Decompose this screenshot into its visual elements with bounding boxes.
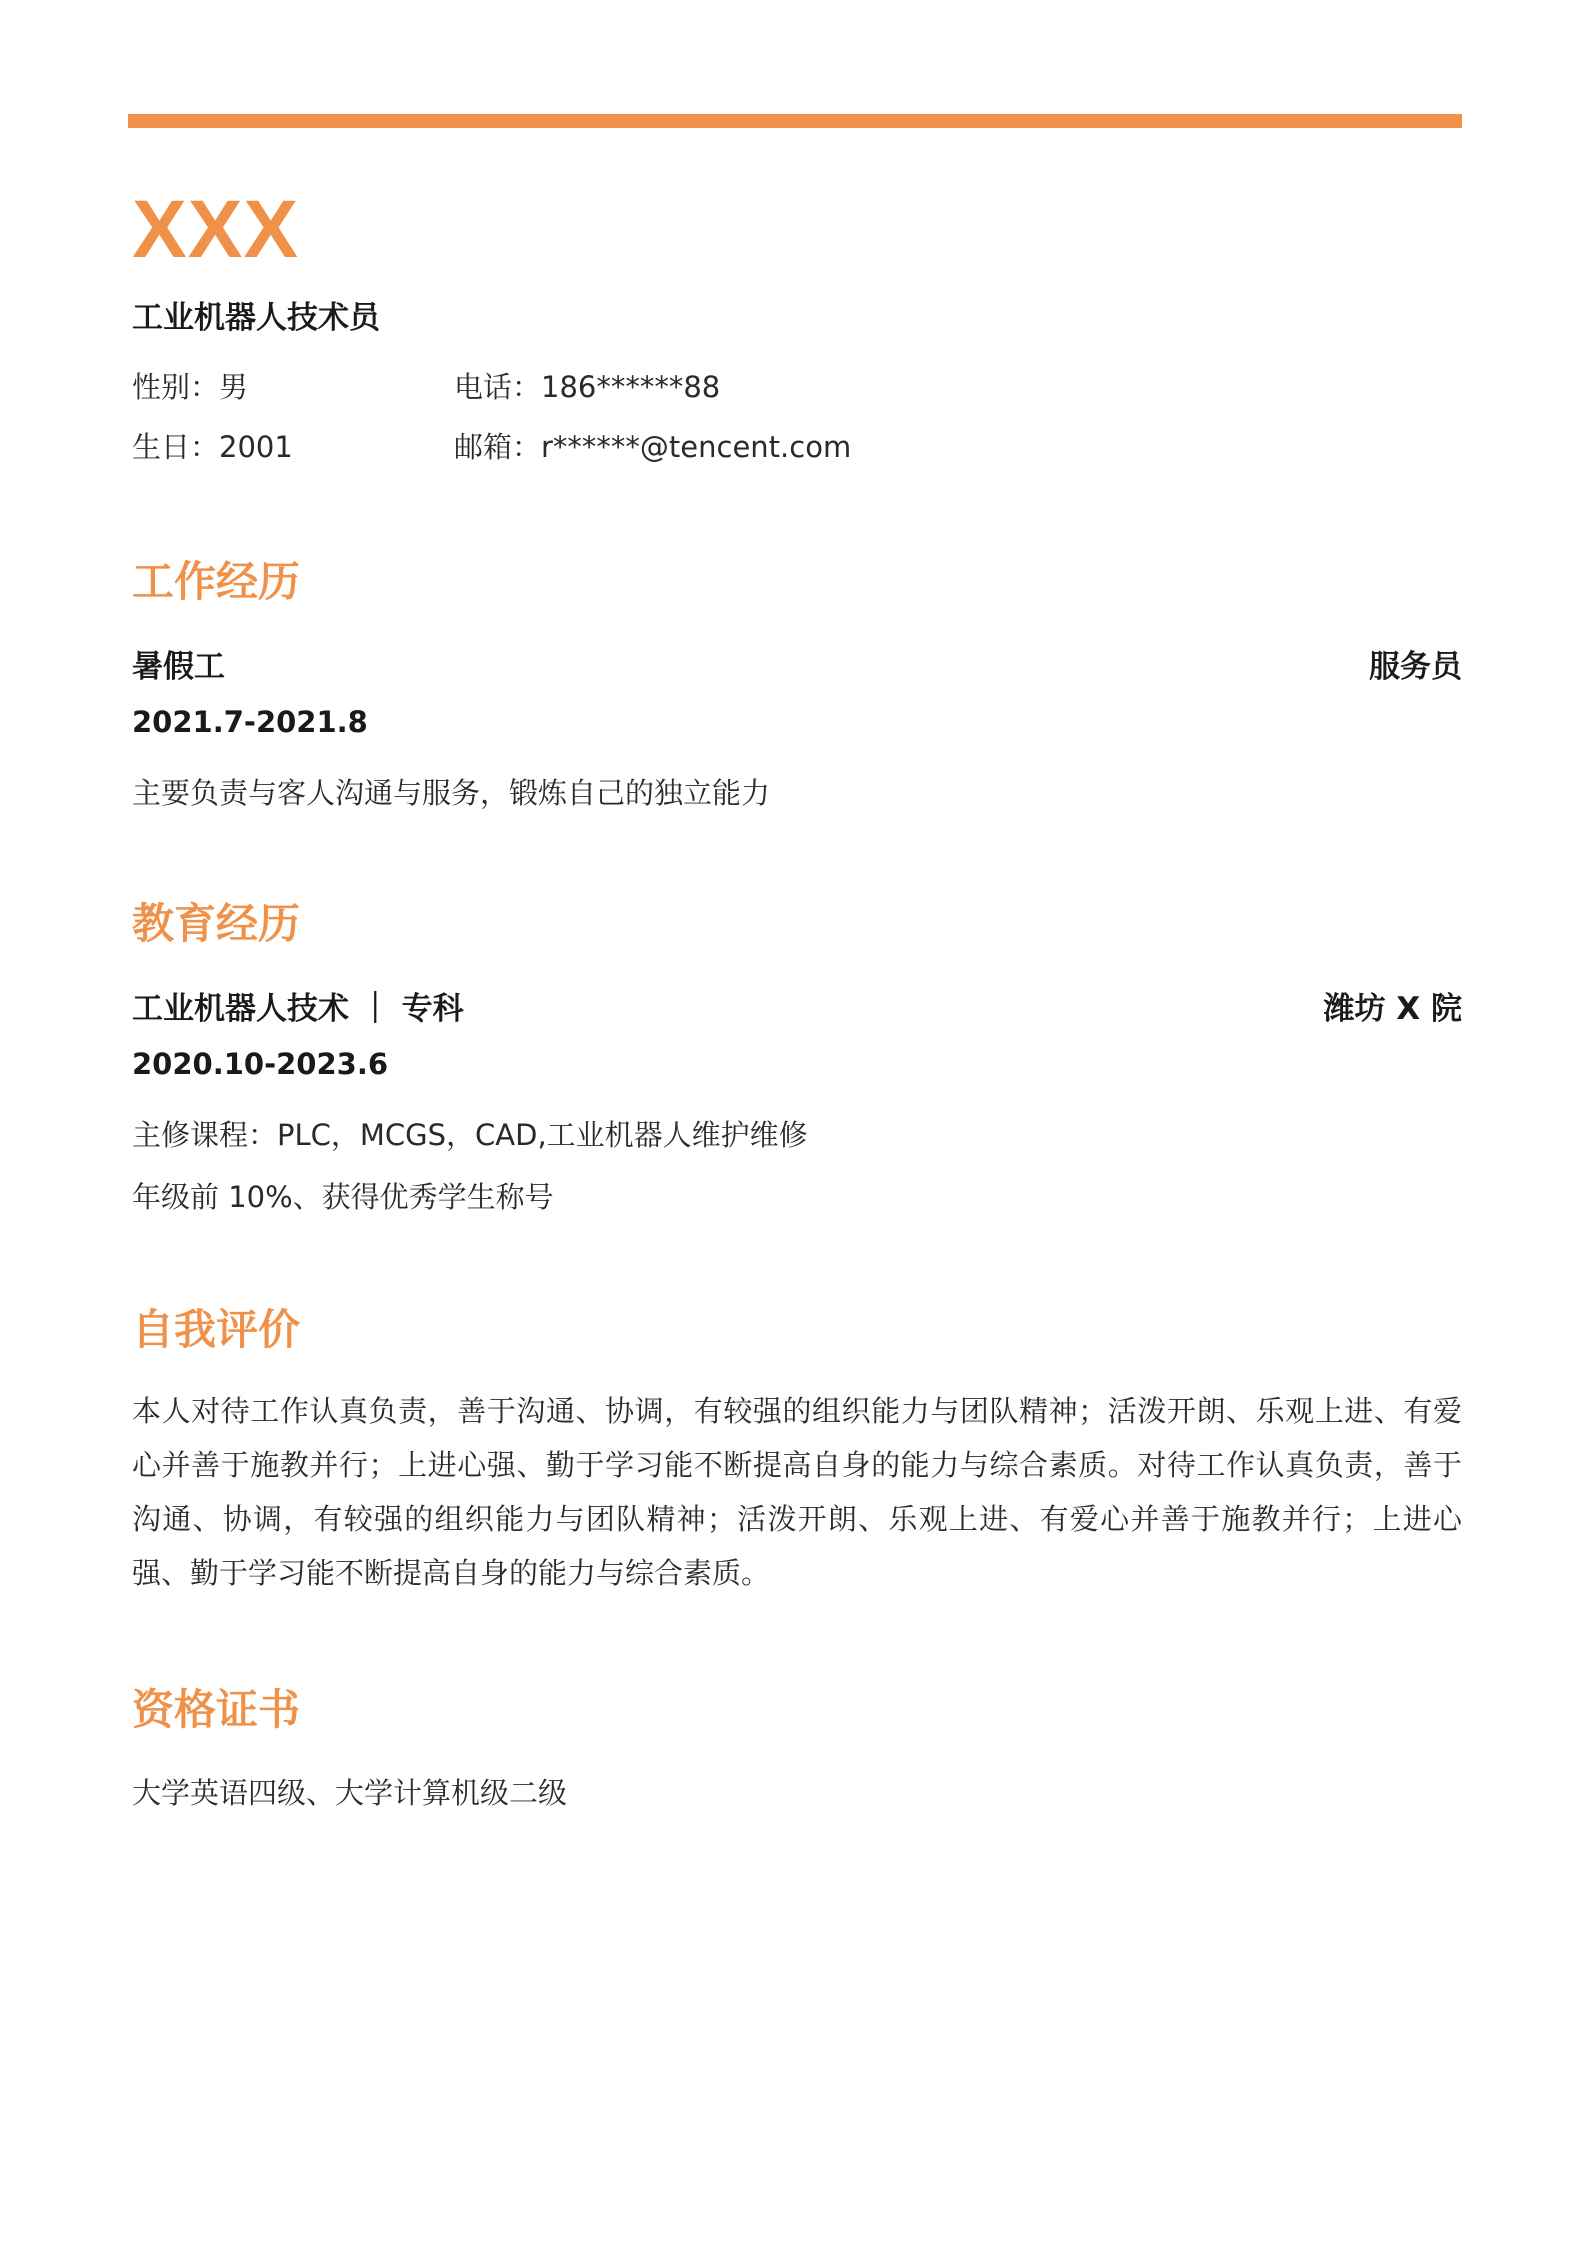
education-major: 工业机器人技术 ｜ 专科 [132,991,464,1027]
work-entry-header [132,646,1462,688]
certificates-text: 大学英语四级、大学计算机级二级 [132,1776,568,1810]
resume-content [132,180,1462,1814]
birth-info: 生日：2001 [132,430,293,464]
job-title: 工业机器人技术员 [132,300,380,336]
education-section-title: 教育经历 [132,899,301,948]
personal-info [132,366,1462,468]
education-school: 潍坊 X 院 [1323,991,1462,1027]
work-description: 主要负责与客人沟通与服务，锻炼自己的独立能力 [132,776,771,810]
work-company: 暑假工 [132,649,225,685]
work-date: 2021.7-2021.8 [132,705,368,739]
candidate-name: XXX [132,184,300,275]
self-eval-section-title: 自我评价 [132,1305,301,1354]
accent-top-bar [128,114,1462,128]
education-honors: 年级前 10%、获得优秀学生称号 [132,1180,554,1214]
education-date: 2020.10-2023.6 [132,1047,389,1081]
self-eval-text: 本人对待工作认真负责，善于沟通、协调，有较强的组织能力与团队精神；活泼开朗、乐观上进、有爱心并善于施教并行；上进心强、勤于学习能不断提高自身的能力与综合素质。对待工作认真负责，善于沟通、协调，有较强的组织能力与团队精神；活泼开朗、乐观上进、有爱心并善于施教并行；上进心强、勤于学习能不断提高自身的能力与综合素质。 [132,1394,1462,1590]
work-role: 服务员 [1369,649,1462,685]
email-info: 邮箱：r******@tencent.com [454,430,852,464]
education-entry-header [132,988,1462,1030]
certificates-section-title: 资格证书 [132,1685,301,1734]
gender-info: 性别：男 [132,370,249,404]
work-section-title: 工作经历 [132,557,301,606]
education-courses: 主修课程：PLC，MCGS，CAD,工业机器人维护维修 [132,1118,808,1152]
phone-info: 电话：186******88 [454,370,721,404]
